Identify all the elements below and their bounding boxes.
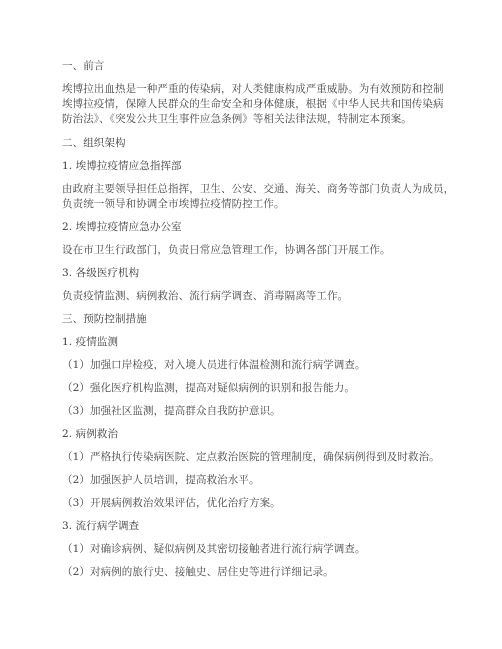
preface-paragraph-line: 埃博拉出血热是一种严重的传染病，对人类健康构成严重威胁。为有效预防和控制 <box>62 83 444 95</box>
list-item: （2）强化医疗机构监测，提高对疑似病例的识别和报告能力。 <box>62 382 355 394</box>
list-item: （3）加强社区监测，提高群众自我防护意识。 <box>62 405 281 417</box>
paragraph-line: 由政府主要领导担任总指挥，卫生、公安、交通、海关、商务等部门负责人为成员， <box>62 183 455 195</box>
subsection-heading: 2. 病例救治 <box>62 428 119 440</box>
preface-paragraph-line: 埃博拉疫情，保障人民群众的生命安全和身体健康，根据《中华人民共和国传染病 <box>62 98 444 110</box>
paragraph-line: 设在市卫生行政部门，负责日常应急管理工作，协调各部门开展工作。 <box>62 244 391 256</box>
subsection-heading: 1. 疫情监测 <box>62 336 119 348</box>
list-item: （2）对病例的旅行史、接触史、居住史等进行详细记录。 <box>62 566 334 578</box>
list-item: （1）加强口岸检疫，对入境人员进行体温检测和流行病学调查。 <box>62 359 366 371</box>
preface-paragraph-line: 防治法》、《突发公共卫生事件应急条例》等相关法律法规，特制定本预案。 <box>62 113 412 125</box>
paragraph-line: 负责疫情监测、病例救治、流行病学调查、消毒隔离等工作。 <box>62 290 349 302</box>
subsection-heading: 3. 各级医疗机构 <box>62 267 140 279</box>
paragraph-line: 负责统一领导和协调全市埃博拉疫情防控工作。 <box>62 198 285 210</box>
section-heading-organization: 二、组织架构 <box>62 137 126 149</box>
subsection-heading: 3. 流行病学调查 <box>62 520 140 532</box>
subsection-heading: 2. 埃博拉疫情应急办公室 <box>62 221 182 233</box>
list-item: （3）开展病例救治效果评估，优化治疗方案。 <box>62 497 281 509</box>
subsection-heading: 1. 埃博拉疫情应急指挥部 <box>62 160 182 172</box>
section-heading-prevention: 三、预防控制措施 <box>62 313 147 325</box>
list-item: （1）对确诊病例、疑似病例及其密切接触者进行流行病学调查。 <box>62 543 366 555</box>
list-item: （2）加强医护人员培训，提高救治水平。 <box>62 474 260 486</box>
list-item: （1）严格执行传染病医院、定点救治医院的管理制度，确保病例得到及时救治。 <box>62 451 440 463</box>
section-heading-preface: 一、前言 <box>62 60 105 72</box>
